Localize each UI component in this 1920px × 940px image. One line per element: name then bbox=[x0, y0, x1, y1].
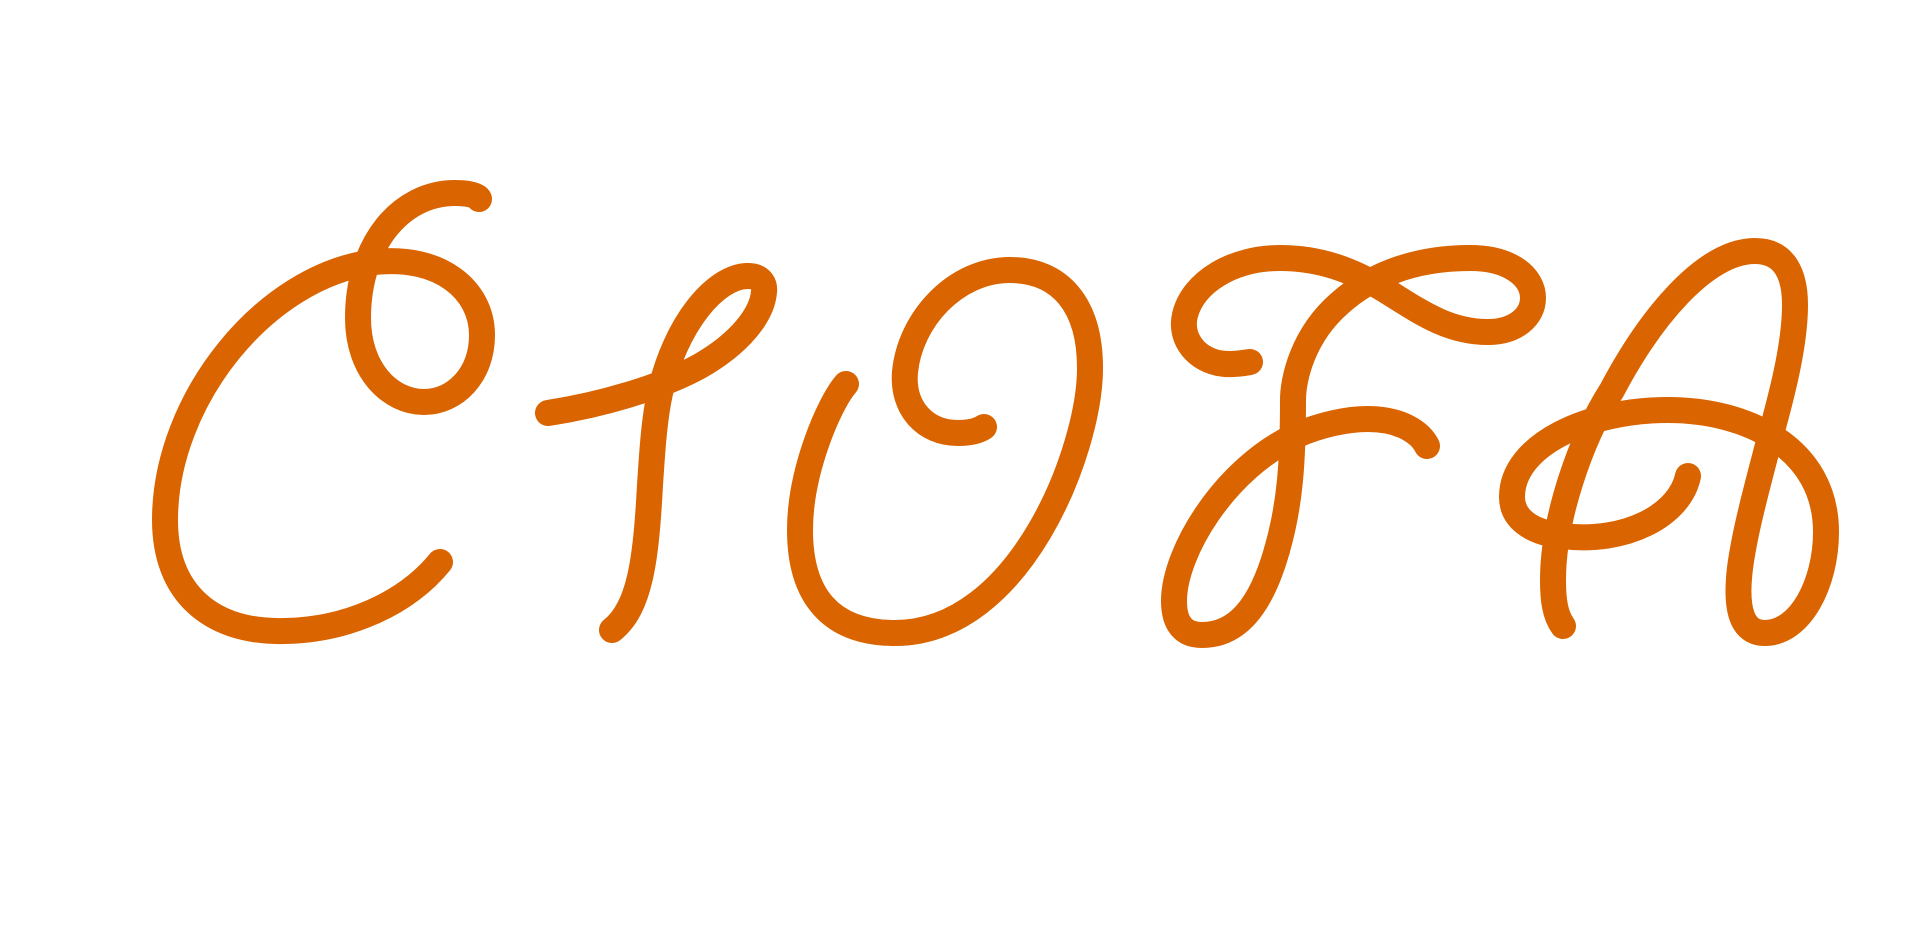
letter-a bbox=[1512, 251, 1826, 633]
letter-i-stem bbox=[612, 276, 748, 630]
letter-i bbox=[548, 276, 764, 630]
wordmark-strokes bbox=[165, 193, 1826, 635]
letter-f-top-flourish bbox=[1184, 258, 1533, 550]
letter-a-left-stroke bbox=[1512, 251, 1826, 633]
letter-o bbox=[800, 270, 1090, 633]
letter-c bbox=[165, 193, 482, 631]
letter-f bbox=[1174, 258, 1533, 635]
letter-o-main-stroke bbox=[800, 270, 1090, 633]
letter-c-main-stroke bbox=[165, 193, 482, 631]
